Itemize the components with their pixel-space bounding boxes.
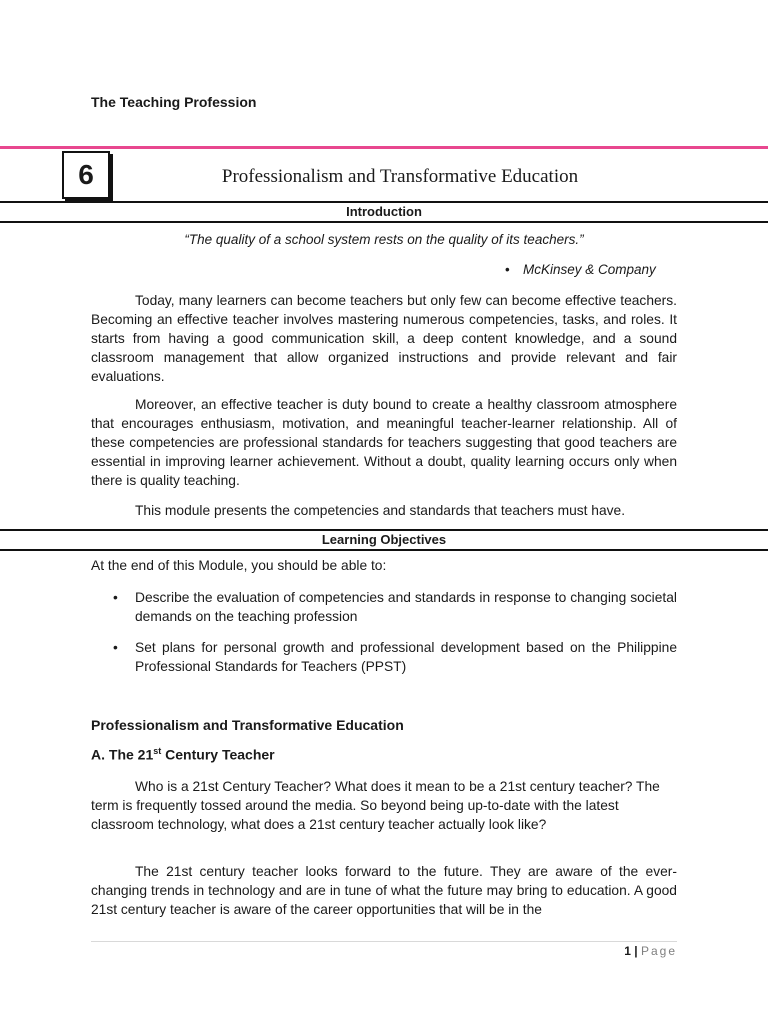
footer-divider <box>91 941 677 942</box>
objectives-heading: Learning Objectives <box>0 529 768 551</box>
quote-attribution <box>505 262 656 277</box>
intro-paragraph-2: Moreover, an effective teacher is duty bound to create a healthy classroom atmosphere that encourages enthusiasm, motivation, and meaningful teacher-learner relationship. All of these competencies are professional standards for teachers suggesting that good teachers are essential in improving learner achievement. Without a doubt, quality learning occurs only when there is quality teaching. <box>91 397 677 488</box>
introduction-heading: Introduction <box>0 201 768 223</box>
chapter-number-box <box>62 151 110 199</box>
objectives-list <box>91 588 677 626</box>
page-number: 1 <box>624 944 631 958</box>
running-header: The Teaching Profession <box>91 94 257 110</box>
chapter-title: Professionalism and Transformative Education <box>221 166 579 187</box>
page-footer <box>624 944 677 958</box>
objectives-intro: At the end of this Module, you should be able to: <box>91 558 387 573</box>
chapter-number: 6 <box>78 159 94 190</box>
intro-quote: “The quality of a school system rests on the quality of its teachers.” <box>184 232 584 247</box>
section-paragraph-1: Who is a 21st Century Teacher? What does it mean to be a 21st century teacher? The term is frequently tossed around the media. So beyond being up-to-date with the latest classroom technology, what does a 21st century teacher actually look like? <box>91 779 660 832</box>
objective-text: Set plans for personal growth and professional development based on the Philippine Professional Standards for Teachers (PPST) <box>135 640 677 674</box>
list-item <box>91 588 677 626</box>
header-divider <box>0 146 768 149</box>
objectives-list <box>91 638 677 676</box>
bullet-icon: • <box>113 640 118 655</box>
section-paragraph-2: The 21st century teacher looks forward to the future. They are aware of the ever-changing trends in technology and are in tune of what the future may bring to education. A good 21st century teacher is aware of the career opportunities that will be in the <box>91 864 677 917</box>
section-heading: Professionalism and Transformative Education <box>91 717 404 733</box>
intro-paragraph-3: This module presents the competencies and standards that teachers must have. <box>135 503 626 518</box>
subsection-heading: A. The 21st Century Teacher <box>91 746 275 763</box>
attribution-text: McKinsey & Company <box>523 262 656 277</box>
bullet-icon: • <box>505 262 510 277</box>
footer-separator: | <box>634 944 638 958</box>
page-label: Page <box>640 944 677 958</box>
objective-text: Describe the evaluation of competencies and standards in response to changing societal demands on the teaching profession <box>135 590 677 624</box>
bullet-icon: • <box>113 590 118 605</box>
list-item <box>91 638 677 676</box>
intro-paragraph-1: Today, many learners can become teachers but only few can become effective teachers. Becoming an effective teacher involves mastering numerous competencies, tasks, and roles. It starts from having a good communication skill, a deep content knowledge, and a sound classroom management that allow organized instructions and provide relevant and fair evaluations. <box>91 293 677 384</box>
